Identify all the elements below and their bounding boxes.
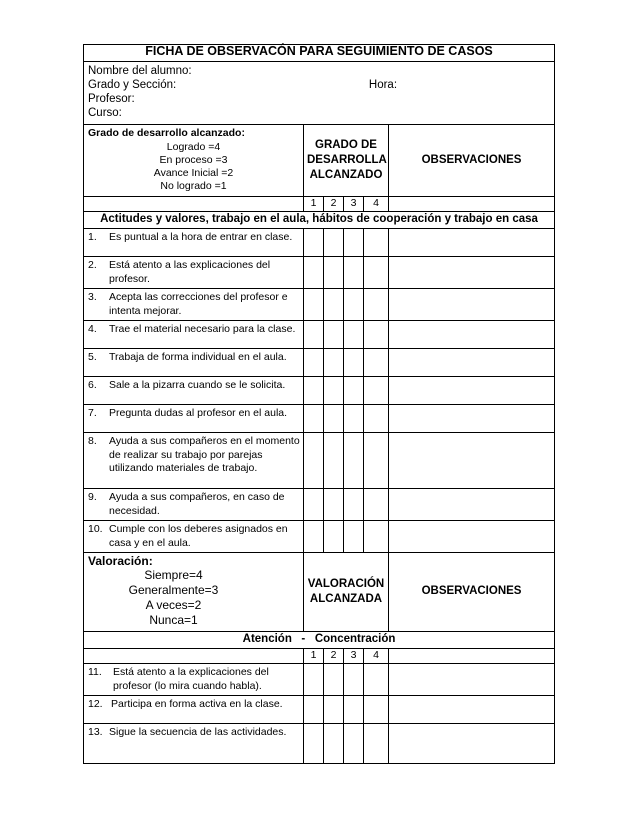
item-number: 3. — [88, 291, 97, 303]
valuation-label: Valoración: — [88, 554, 153, 568]
valuation-scale-item: Nunca=1 — [149, 613, 198, 627]
score-cell-3[interactable] — [344, 289, 364, 321]
student-name-label: Nombre del alumno: — [88, 65, 192, 77]
item-number: 13. — [88, 726, 103, 738]
item-text: Sale a la pizarra cuando se le solicita. — [109, 379, 286, 391]
grade-title-line: ALCANZADO — [309, 169, 383, 181]
grade-title-line: GRADO DE — [315, 139, 377, 151]
score-cell-2[interactable] — [324, 724, 344, 764]
dev-scale-cell — [84, 125, 304, 197]
observation-cell[interactable] — [389, 229, 555, 257]
score-cell-1[interactable] — [304, 405, 324, 433]
observation-cell[interactable] — [389, 664, 555, 696]
score-cell-2[interactable] — [324, 289, 344, 321]
score-cell-4[interactable] — [364, 257, 389, 289]
observation-table — [83, 44, 555, 764]
dev-scale-item: En proceso =3 — [159, 153, 228, 166]
observation-cell[interactable] — [389, 257, 555, 289]
teacher-label: Profesor: — [88, 93, 135, 105]
table-row — [84, 405, 555, 433]
score-cell-4[interactable] — [364, 521, 389, 553]
info-block — [84, 62, 555, 125]
score-cell-4[interactable] — [364, 405, 389, 433]
score-cell-2[interactable] — [324, 257, 344, 289]
observation-cell[interactable] — [389, 349, 555, 377]
table-row — [84, 257, 555, 289]
table-row — [84, 377, 555, 405]
score-cell-1[interactable] — [304, 349, 324, 377]
valuation-title-cell — [304, 553, 389, 632]
score-cell-1[interactable] — [304, 521, 324, 553]
observations-header: OBSERVACIONES — [389, 125, 555, 197]
score-cell-3[interactable] — [344, 377, 364, 405]
item-text: Está atento a la explicaciones del profesor (lo mira cuando habla). — [113, 666, 269, 692]
observation-sheet — [83, 44, 554, 764]
score-cell-2[interactable] — [324, 664, 344, 696]
score-cell-2[interactable] — [324, 349, 344, 377]
level-number: 2 — [324, 649, 344, 664]
level-number: 4 — [364, 197, 389, 212]
score-cell-2[interactable] — [324, 229, 344, 257]
score-cell-4[interactable] — [364, 229, 389, 257]
score-cell-1[interactable] — [304, 289, 324, 321]
table-row — [84, 664, 555, 696]
item-text: Es puntual a la hora de entrar en clase. — [109, 231, 293, 243]
score-cell-1[interactable] — [304, 377, 324, 405]
score-cell-2[interactable] — [324, 321, 344, 349]
item-number: 4. — [88, 323, 97, 335]
score-cell-1[interactable] — [304, 664, 324, 696]
score-cell-4[interactable] — [364, 724, 389, 764]
score-cell-4[interactable] — [364, 289, 389, 321]
valuation-title-line: ALCANZADA — [309, 593, 383, 605]
score-cell-1[interactable] — [304, 433, 324, 489]
valuation-scale-cell — [84, 553, 304, 632]
table-row — [84, 433, 555, 489]
item-text: Está atento a las explicaciones del profesor. — [109, 259, 271, 285]
valuation-scale-item: A veces=2 — [145, 598, 202, 612]
item-text: Cumple con los deberes asignados en casa y en el aula. — [109, 523, 288, 549]
item-text: Ayuda a sus compañeros, en caso de necesidad. — [109, 491, 285, 517]
table-row — [84, 229, 555, 257]
valuation-scale-item: Siempre=4 — [144, 568, 203, 582]
table-row — [84, 696, 555, 724]
score-cell-3[interactable] — [344, 321, 364, 349]
table-row — [84, 349, 555, 377]
sheet-title: FICHA DE OBSERVACÓN PARA SEGUIMIENTO DE CASOS — [84, 45, 555, 62]
score-cell-4[interactable] — [364, 377, 389, 405]
item-number: 10. — [88, 523, 103, 535]
grade-title-cell — [304, 125, 389, 197]
section1-title: Actitudes y valores, trabajo en el aula, hábitos de cooperación y trabajo en casa — [84, 212, 555, 229]
valuation-scale-item: Generalmente=3 — [128, 583, 219, 597]
valuation-observations-header: OBSERVACIONES — [389, 553, 555, 632]
score-cell-1[interactable] — [304, 724, 324, 764]
observation-cell[interactable] — [389, 696, 555, 724]
observation-cell[interactable] — [389, 433, 555, 489]
item-text: Trabaja de forma individual en el aula. — [109, 351, 287, 363]
course-label: Curso: — [88, 107, 122, 119]
item-text: Ayuda a sus compañeros en el momento de realizar su trabajo por parejas utilizando materiales de trabajo. — [109, 435, 300, 474]
levels-spacer — [389, 197, 555, 212]
level-number: 1 — [304, 649, 324, 664]
score-cell-3[interactable] — [344, 405, 364, 433]
score-cell-4[interactable] — [364, 321, 389, 349]
score-cell-3[interactable] — [344, 664, 364, 696]
item-number: 7. — [88, 407, 97, 419]
section2-title: Atención - Concentración — [84, 632, 555, 649]
table-row — [84, 724, 555, 764]
observation-cell[interactable] — [389, 377, 555, 405]
item-text: Sigue la secuencia de las actividades. — [109, 726, 287, 738]
score-cell-2[interactable] — [324, 377, 344, 405]
score-cell-2[interactable] — [324, 433, 344, 489]
score-cell-4[interactable] — [364, 664, 389, 696]
levels-spacer — [84, 649, 304, 664]
score-cell-1[interactable] — [304, 321, 324, 349]
grade-section-label: Grado y Sección: — [88, 79, 177, 91]
observation-cell[interactable] — [389, 289, 555, 321]
level-number: 4 — [364, 649, 389, 664]
score-cell-2[interactable] — [324, 489, 344, 521]
dev-scale-item: Avance Inicial =2 — [153, 166, 234, 179]
item-text: Acepta las correcciones del profesor e intenta mejorar. — [109, 291, 288, 317]
score-cell-2[interactable] — [324, 405, 344, 433]
score-cell-3[interactable] — [344, 521, 364, 553]
score-cell-3[interactable] — [344, 696, 364, 724]
table-row — [84, 289, 555, 321]
item-number: 9. — [88, 491, 97, 503]
observation-cell[interactable] — [389, 321, 555, 349]
dev-scale-item: Logrado =4 — [166, 140, 221, 153]
observation-cell[interactable] — [389, 521, 555, 553]
item-text: Trae el material necesario para la clase. — [109, 323, 296, 335]
score-cell-2[interactable] — [324, 696, 344, 724]
score-cell-4[interactable] — [364, 489, 389, 521]
dev-scale-item: No logrado =1 — [160, 179, 227, 192]
score-cell-3[interactable] — [344, 433, 364, 489]
item-text: Participa en forma activa en la clase. — [111, 698, 283, 710]
score-cell-4[interactable] — [364, 433, 389, 489]
item-text: Pregunta dudas al profesor en el aula. — [109, 407, 288, 419]
item-number: 8. — [88, 435, 97, 447]
table-row — [84, 521, 555, 553]
score-cell-1[interactable] — [304, 257, 324, 289]
score-cell-3[interactable] — [344, 349, 364, 377]
score-cell-2[interactable] — [324, 521, 344, 553]
score-cell-3[interactable] — [344, 229, 364, 257]
observation-cell[interactable] — [389, 405, 555, 433]
item-number: 12. — [88, 698, 103, 710]
item-number: 11. — [88, 666, 102, 678]
level-number: 3 — [344, 649, 364, 664]
level-number: 1 — [304, 197, 324, 212]
table-row — [84, 321, 555, 349]
score-cell-1[interactable] — [304, 696, 324, 724]
score-cell-3[interactable] — [344, 257, 364, 289]
table-row — [84, 489, 555, 521]
levels-spacer — [84, 197, 304, 212]
score-cell-3[interactable] — [344, 489, 364, 521]
score-cell-4[interactable] — [364, 696, 389, 724]
level-number: 3 — [344, 197, 364, 212]
score-cell-1[interactable] — [304, 229, 324, 257]
observation-cell[interactable] — [389, 724, 555, 764]
hour-label: Hora: — [368, 79, 398, 91]
observation-cell[interactable] — [389, 489, 555, 521]
item-number: 1. — [88, 231, 97, 243]
grade-title-line: DESARROLLA — [307, 154, 387, 166]
score-cell-3[interactable] — [344, 724, 364, 764]
level-number: 2 — [324, 197, 344, 212]
item-number: 2. — [88, 259, 97, 271]
valuation-title-line: VALORACIÓN — [307, 578, 385, 590]
item-number: 5. — [88, 351, 97, 363]
levels-spacer — [389, 649, 555, 664]
score-cell-1[interactable] — [304, 489, 324, 521]
score-cell-4[interactable] — [364, 349, 389, 377]
dev-scale-label: Grado de desarrollo alcanzado: — [88, 127, 245, 139]
item-number: 6. — [88, 379, 97, 391]
